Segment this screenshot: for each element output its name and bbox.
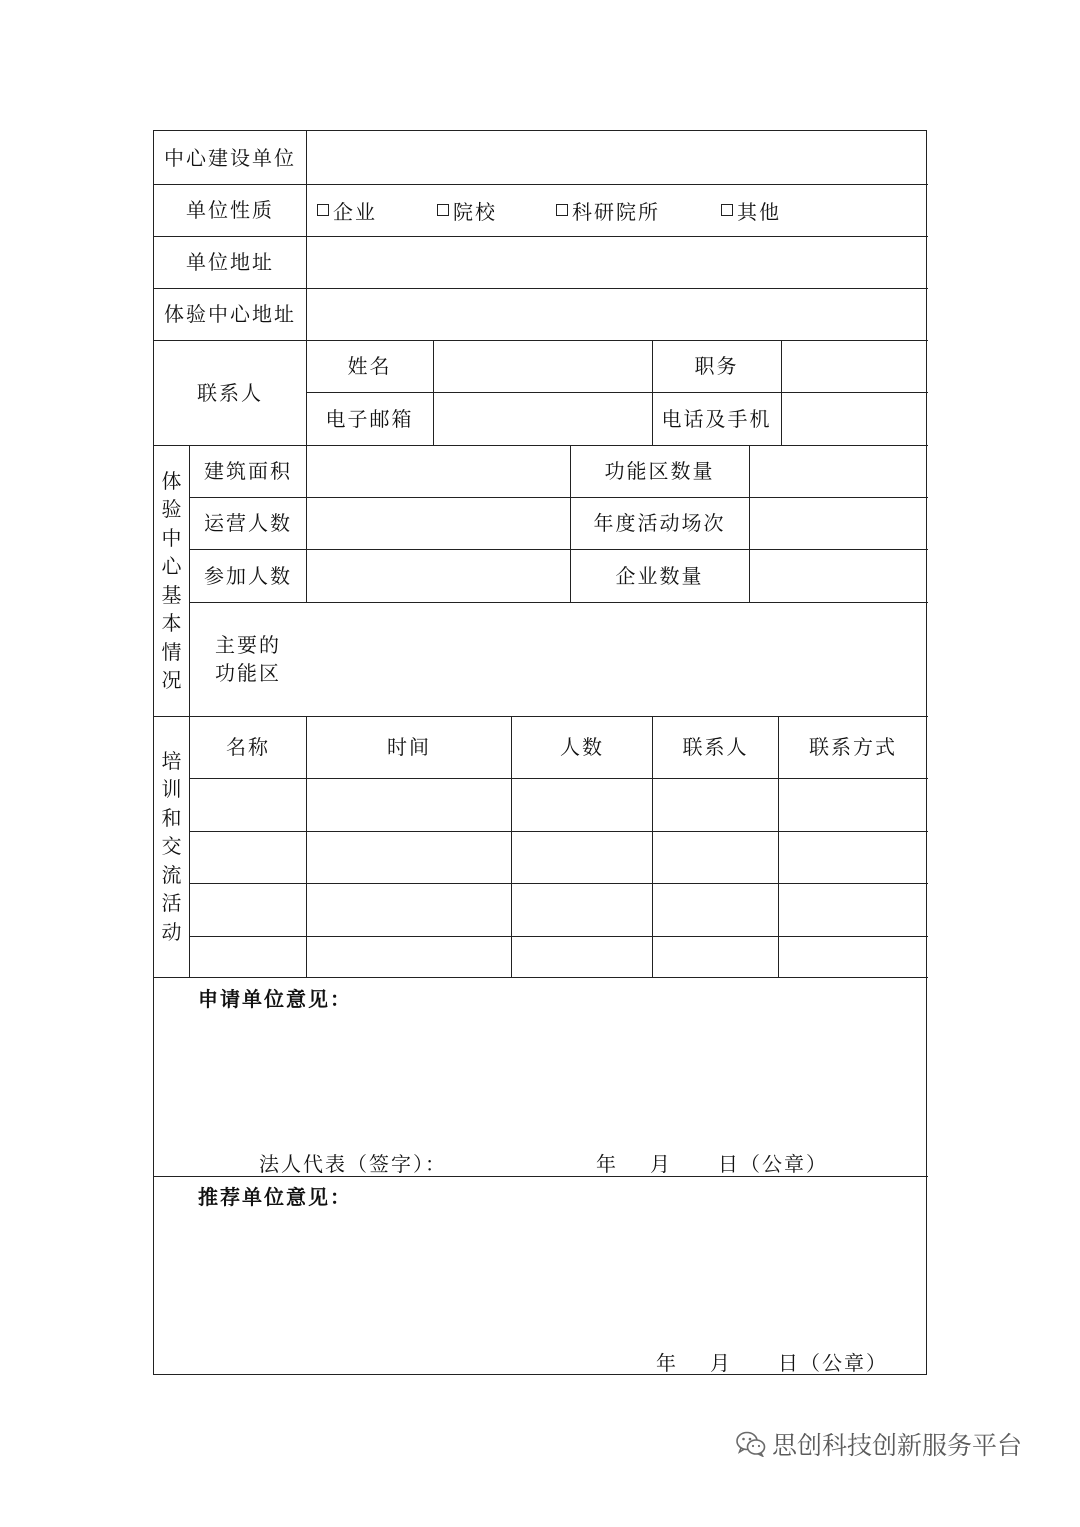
row-divider [190, 936, 928, 937]
section-label-char: 本 [161, 611, 182, 635]
operation-staff-field[interactable] [307, 497, 570, 549]
annual-events-label: 年度活动场次 [593, 511, 726, 535]
application-form [153, 130, 927, 1375]
function-area-count-field[interactable] [750, 445, 927, 497]
section-label-char: 体 [161, 468, 182, 493]
unit-address-field[interactable] [307, 236, 927, 288]
col-header-count: 人数 [560, 735, 604, 759]
contact-phone-field[interactable] [782, 392, 927, 445]
operation-staff-label: 运营人数 [204, 511, 292, 535]
main-function-area-label: 主要的功能区 [215, 633, 281, 685]
unit-address-label: 单位地址 [186, 250, 274, 274]
enterprise-count-field[interactable] [750, 549, 927, 602]
row-divider [190, 831, 928, 832]
section-label-char: 交 [161, 834, 182, 859]
checkbox-icon [437, 204, 449, 216]
option-enterprise[interactable]: 企业 [317, 184, 377, 236]
contact-name-field[interactable] [434, 340, 652, 392]
option-other[interactable]: 其他 [721, 184, 781, 236]
recommender-opinion-title: 推荐单位意见： [198, 1185, 352, 1209]
applicant-day-seal: 日（公章） [718, 1152, 828, 1176]
section-label-char: 和 [161, 805, 182, 830]
col-header-time: 时间 [387, 735, 431, 759]
section-label-char: 中 [161, 525, 182, 550]
center-unit-field[interactable] [307, 131, 927, 184]
center-address-field[interactable] [307, 288, 927, 340]
row-divider [190, 778, 928, 779]
recommender-year: 年 [656, 1351, 678, 1375]
section-label-char: 培 [161, 748, 182, 773]
watermark-text: 思创科技创新服务平台 [772, 1431, 1023, 1460]
section-label-char: 验 [161, 497, 182, 521]
checkbox-icon [317, 204, 329, 216]
recommender-day-seal: 日（公章） [778, 1351, 888, 1375]
checkbox-icon [556, 204, 568, 216]
contact-position-field[interactable] [782, 340, 927, 392]
section-label-char: 况 [161, 668, 182, 692]
legal-rep-label: 法人代表（签字）： [259, 1152, 447, 1176]
function-area-count-label: 功能区数量 [604, 459, 715, 483]
annual-events-field[interactable] [750, 497, 927, 549]
building-area-field[interactable] [307, 445, 570, 497]
participants-field[interactable] [307, 549, 570, 602]
section-label-char: 情 [161, 639, 182, 664]
watermark [736, 1426, 1022, 1462]
section-label-char: 流 [161, 862, 182, 887]
section-label-char: 训 [161, 777, 182, 802]
center-address-label: 体验中心地址 [164, 302, 296, 326]
section-label-char: 心 [161, 554, 182, 578]
applicant-opinion-title: 申请单位意见： [198, 987, 352, 1011]
unit-nature-label: 单位性质 [186, 198, 274, 222]
section-label-char: 活 [161, 891, 182, 916]
participants-label: 参加人数 [204, 563, 292, 588]
contact-phone-label: 电话及手机 [661, 406, 772, 431]
option-research-institute[interactable]: 科研院所 [556, 184, 660, 236]
section-label-char: 动 [161, 919, 182, 944]
wechat-icon [736, 1431, 766, 1457]
center-unit-label: 中心建设单位 [164, 145, 296, 170]
contact-email-field[interactable] [434, 392, 652, 445]
col-header-contact: 联系人 [682, 735, 749, 759]
contact-email-label: 电子邮箱 [325, 406, 414, 431]
option-college[interactable]: 院校 [437, 184, 497, 236]
row-divider [154, 977, 928, 978]
applicant-year: 年 [596, 1152, 618, 1176]
basic-info-section-label [154, 445, 189, 716]
row-divider [190, 883, 928, 884]
col-header-name: 名称 [226, 735, 270, 759]
recommender-month: 月 [710, 1351, 732, 1375]
main-function-area-field[interactable] [307, 602, 927, 716]
enterprise-count-label: 企业数量 [615, 563, 704, 588]
building-area-label: 建筑面积 [204, 459, 292, 483]
checkbox-icon [721, 204, 733, 216]
contact-name-label: 姓名 [347, 354, 392, 378]
applicant-month: 月 [650, 1152, 672, 1176]
section-label-char: 基 [161, 582, 182, 607]
contact-label: 联系人 [197, 380, 263, 405]
training-section-label [154, 716, 189, 977]
contact-position-label: 职务 [694, 354, 739, 378]
col-header-contact-method: 联系方式 [809, 735, 897, 759]
